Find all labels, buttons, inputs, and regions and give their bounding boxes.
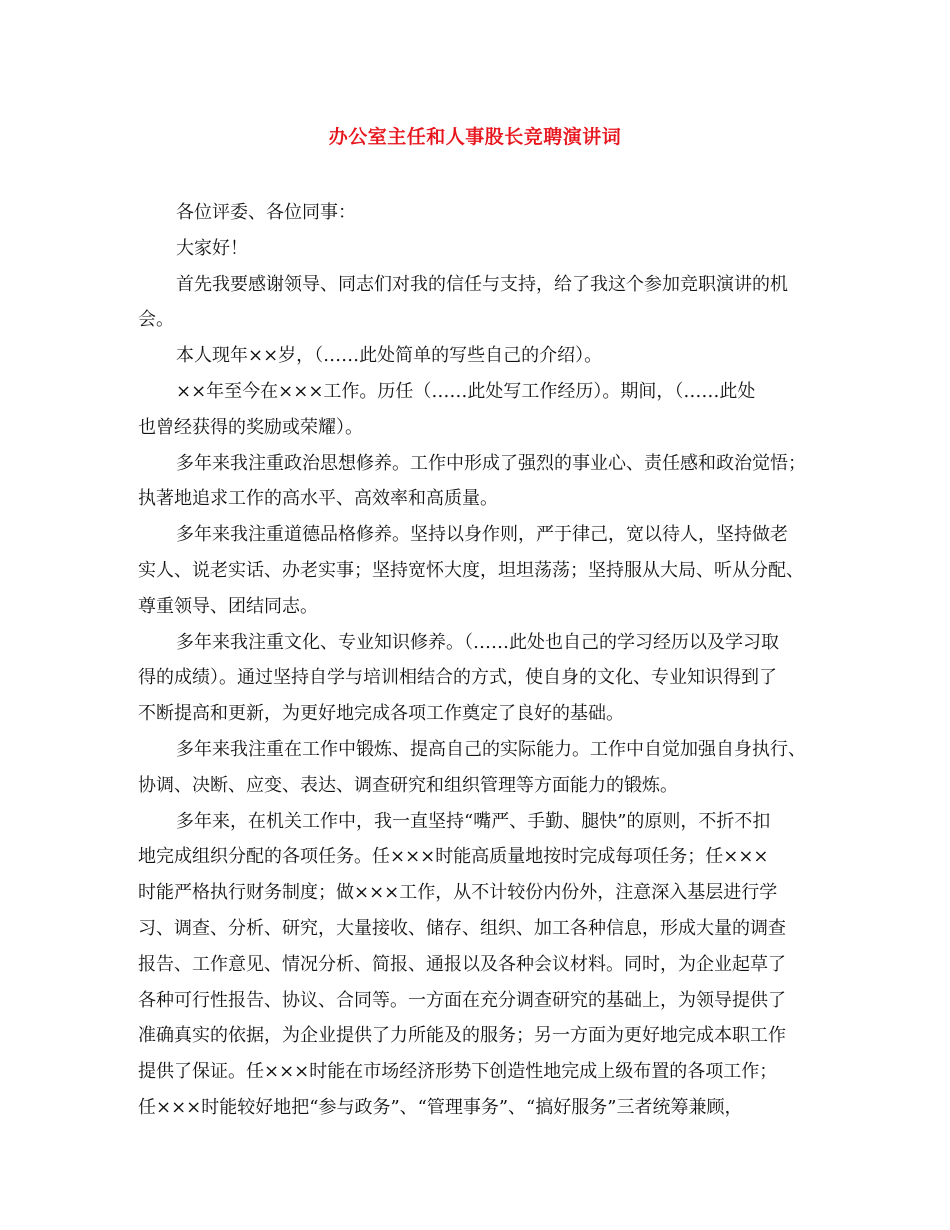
text-line: 任×××时能较好地把“参与政务”、“管理事务”、“搞好服务”三者统筹兼顾， bbox=[138, 1096, 743, 1118]
text-line: 会。 bbox=[138, 309, 174, 331]
text-line: 各位评委、各位同事： bbox=[176, 202, 356, 223]
text-line: ××年至今在×××工作。历任（……此处写工作经历）。期间，（……此处 bbox=[176, 380, 756, 402]
document-title: 办公室主任和人事股长竞聘演讲词 bbox=[328, 126, 622, 148]
text-line: 时能严格执行财务制度；做×××工作，从不计较份内份外，注意深入基层进行学 bbox=[138, 882, 778, 904]
text-line: 多年来我注重道德品格修养。坚持以身作则，严于律己，宽以待人，坚持做老 bbox=[176, 524, 788, 546]
text-line: 协调、决断、应变、表达、调查研究和组织管理等方面能力的锻炼。 bbox=[138, 774, 678, 796]
text-line: 准确真实的依据，为企业提供了力所能及的服务；另一方面为更好地完成本职工作 bbox=[138, 1025, 786, 1047]
text-line: 实人、说老实话、办老实事；坚持宽怀大度，坦坦荡荡；坚持服从大局、听从分配、 bbox=[138, 559, 804, 581]
text-line: 提供了保证。任×××时能在市场经济形势下创造性地完成上级布置的各项工作； bbox=[138, 1061, 778, 1083]
text-line: 地完成组织分配的各项任务。任×××时能高质量地按时完成每项任务；任××× bbox=[138, 846, 769, 868]
text-line: 大家好！ bbox=[176, 237, 248, 259]
text-line: 首先我要感谢领导、同志们对我的信任与支持，给了我这个参加竞职演讲的机 bbox=[176, 273, 788, 295]
text-line: 本人现年××岁，（……此处简单的写些自己的介绍）。 bbox=[176, 345, 603, 367]
text-line: 习、调查、分析、研究，大量接收、储存、组织、加工各种信息，形成大量的调查 bbox=[138, 917, 786, 939]
text-line: 尊重领导、团结同志。 bbox=[138, 595, 318, 617]
text-line: 多年来，在机关工作中，我一直坚持“嘴严、手勤、腿快”的原则，不折不扣 bbox=[176, 810, 771, 832]
text-line: 执著地追求工作的高水平、高效率和高质量。 bbox=[138, 488, 498, 510]
document-body bbox=[138, 195, 818, 1126]
text-line: 报告、工作意见、情况分析、简报、通报以及各种会议材料。同时，为企业起草了 bbox=[138, 953, 786, 975]
text-line: 多年来我注重政治思想修养。工作中形成了强烈的事业心、责任感和政治觉悟； bbox=[176, 452, 806, 474]
text-line: 不断提高和更新，为更好地完成各项工作奠定了良好的基础。 bbox=[138, 703, 624, 725]
text-line: 也曾经获得的奖励或荣耀）。 bbox=[138, 416, 363, 438]
text-line: 各种可行性报告、协议、合同等。一方面在充分调查研究的基础上，为领导提供了 bbox=[138, 989, 786, 1011]
text-line: 得的成绩）。通过坚持自学与培训相结合的方式，使自身的文化、专业知识得到了 bbox=[138, 667, 777, 689]
text-line: 多年来我注重在工作中锻炼、提高自己的实际能力。工作中自觉加强自身执行、 bbox=[176, 738, 806, 760]
text-line: 多年来我注重文化、专业知识修养。（……此处也自己的学习经历以及学习取 bbox=[176, 631, 779, 653]
